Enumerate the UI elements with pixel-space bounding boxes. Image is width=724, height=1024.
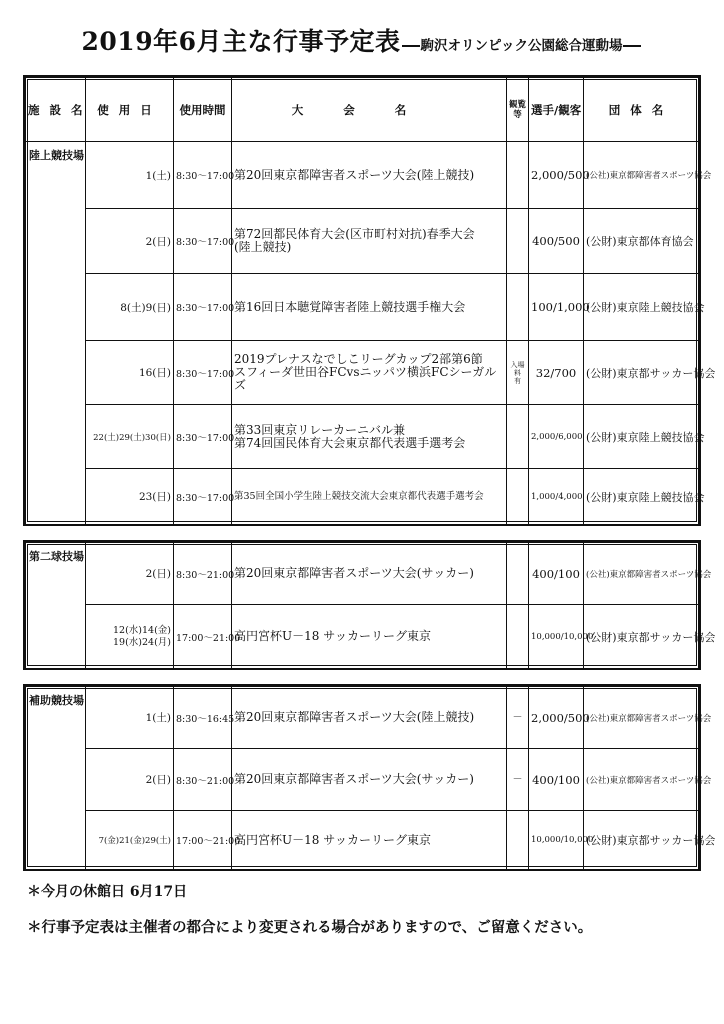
event-name: 第16回日本聴覚障害者陸上競技選手権大会	[232, 274, 507, 341]
title-dash	[402, 45, 420, 47]
page-title	[0, 22, 724, 58]
viewing-info: 入場料 有	[507, 341, 529, 405]
table-row	[26, 341, 699, 405]
use-date: 22(土)29(土)30(日)	[86, 405, 174, 469]
header-time: 使用時間	[174, 78, 232, 142]
use-date: 12(水)14(金) 19(水)24(月)	[86, 605, 174, 669]
header-event: 大会名	[232, 78, 507, 142]
schedule-table-frame-3	[23, 684, 716, 871]
header-facility: 施設名	[26, 78, 86, 142]
viewing-info	[507, 605, 529, 669]
use-date: 2(日)	[86, 749, 174, 811]
closed-day-note: ＊今月の休館日 6月17日	[27, 884, 188, 900]
use-time: 8:30～21:00	[174, 749, 232, 811]
use-date: 7(金)21(金)29(土)	[86, 811, 174, 870]
event-name: 第20回東京都障害者スポーツ大会(サッカー)	[232, 749, 507, 811]
organizer-name: (公財)東京都サッカー協会	[584, 341, 699, 405]
viewing-info	[507, 274, 529, 341]
table-row	[26, 209, 699, 274]
participant-count: 100/1,000	[529, 274, 584, 341]
event-name: 第20回東京都障害者スポーツ大会(陸上競技)	[232, 142, 507, 209]
organizer-name: (公財)東京陸上競技協会	[584, 405, 699, 469]
table-header-row	[26, 78, 699, 142]
use-time: 8:30～17:00	[174, 341, 232, 405]
organizer-name: (公社)東京都障害者スポーツ協会	[584, 543, 699, 605]
schedule-table-athletics	[25, 77, 716, 525]
schedule-table-frame-1	[23, 75, 716, 526]
use-date: 16(日)	[86, 341, 174, 405]
viewing-info	[507, 811, 529, 870]
organizer-name: (公社)東京都障害者スポーツ協会	[584, 749, 699, 811]
header-viewing: 観覧等	[507, 78, 529, 142]
participant-count: 2,000/6,000	[529, 405, 584, 469]
use-time: 8:30～17:00	[174, 209, 232, 274]
event-name: 高円宮杯U－18 サッカーリーグ東京	[232, 605, 507, 669]
use-date: 2(日)	[86, 543, 174, 605]
schedule-table-field2	[25, 542, 716, 669]
table-row	[26, 605, 699, 669]
title-sub: 駒沢オリンピック公園総合運動場	[420, 38, 623, 54]
participant-count: 2,000/500	[529, 687, 584, 749]
organizer-name: (公財)東京都サッカー協会	[584, 605, 699, 669]
table-row	[26, 687, 699, 749]
participant-count: 1,000/4,000	[529, 469, 584, 525]
use-date: 1(土)	[86, 142, 174, 209]
event-name: 第33回東京リレーカーニバル兼 第74回国民体育大会東京都代表選手選考会	[232, 405, 507, 469]
organizer-name: (公財)東京陸上競技協会	[584, 469, 699, 525]
event-name: 第35回全国小学生陸上競技交流大会東京都代表選手選考会	[232, 469, 507, 525]
use-date: 2(日)	[86, 209, 174, 274]
header-date: 使用日	[86, 78, 174, 142]
participant-count: 10,000/10,000	[529, 605, 584, 669]
organizer-name: (公財)東京陸上競技協会	[584, 274, 699, 341]
disclaimer-note: ＊行事予定表は主催者の都合により変更される場合がありますので、ご留意ください。	[27, 919, 593, 936]
table-row	[26, 811, 699, 870]
event-name: 2019プレナスなでしこリーグカップ2部第6節 スフィーダ世田谷FCvsニッパツ横浜FCシーガルズ	[232, 341, 507, 405]
facility-name: 第二球技場	[26, 543, 86, 669]
use-time: 8:30～17:00	[174, 142, 232, 209]
table-row	[26, 749, 699, 811]
event-name: 第20回東京都障害者スポーツ大会(陸上競技)	[232, 687, 507, 749]
participant-count: 2,000/500	[529, 142, 584, 209]
table-row	[26, 142, 699, 209]
participant-count: 400/100	[529, 749, 584, 811]
header-org: 団体名	[584, 78, 699, 142]
viewing-info	[507, 209, 529, 274]
title-main: 2019年6月主な行事予定表	[81, 27, 401, 56]
participant-count: 400/100	[529, 543, 584, 605]
viewing-info: －	[507, 749, 529, 811]
viewing-info	[507, 142, 529, 209]
viewing-info	[507, 469, 529, 525]
use-time: 8:30～17:00	[174, 405, 232, 469]
table-row	[26, 543, 699, 605]
facility-name: 補助競技場	[26, 687, 86, 870]
organizer-name: (公社)東京都障害者スポーツ協会	[584, 142, 699, 209]
schedule-table-auxiliary	[25, 686, 716, 870]
table-row	[26, 469, 699, 525]
use-date: 1(土)	[86, 687, 174, 749]
event-name: 第72回都民体育大会(区市町村対抗)春季大会 (陸上競技)	[232, 209, 507, 274]
title-dash	[623, 45, 641, 47]
use-date: 23(日)	[86, 469, 174, 525]
viewing-info	[507, 405, 529, 469]
event-name: 第20回東京都障害者スポーツ大会(サッカー)	[232, 543, 507, 605]
use-time: 8:30～17:00	[174, 274, 232, 341]
table-row	[26, 405, 699, 469]
organizer-name: (公財)東京都サッカー協会	[584, 811, 699, 870]
organizer-name: (公社)東京都障害者スポーツ協会	[584, 687, 699, 749]
viewing-info	[507, 543, 529, 605]
use-date: 8(土)9(日)	[86, 274, 174, 341]
event-name: 高円宮杯U－18 サッカーリーグ東京	[232, 811, 507, 870]
header-count: 選手/観客	[529, 78, 584, 142]
use-time: 8:30～17:00	[174, 469, 232, 525]
facility-name: 陸上競技場	[26, 142, 86, 525]
use-time: 8:30～16:45	[174, 687, 232, 749]
use-time: 17:00～21:00	[174, 605, 232, 669]
use-time: 8:30～21:00	[174, 543, 232, 605]
organizer-name: (公財)東京都体育協会	[584, 209, 699, 274]
viewing-info: －	[507, 687, 529, 749]
participant-count: 32/700	[529, 341, 584, 405]
schedule-table-frame-2	[23, 540, 716, 670]
participant-count: 400/500	[529, 209, 584, 274]
use-time: 17:00～21:00	[174, 811, 232, 870]
participant-count: 10,000/10,000	[529, 811, 584, 870]
table-row	[26, 274, 699, 341]
